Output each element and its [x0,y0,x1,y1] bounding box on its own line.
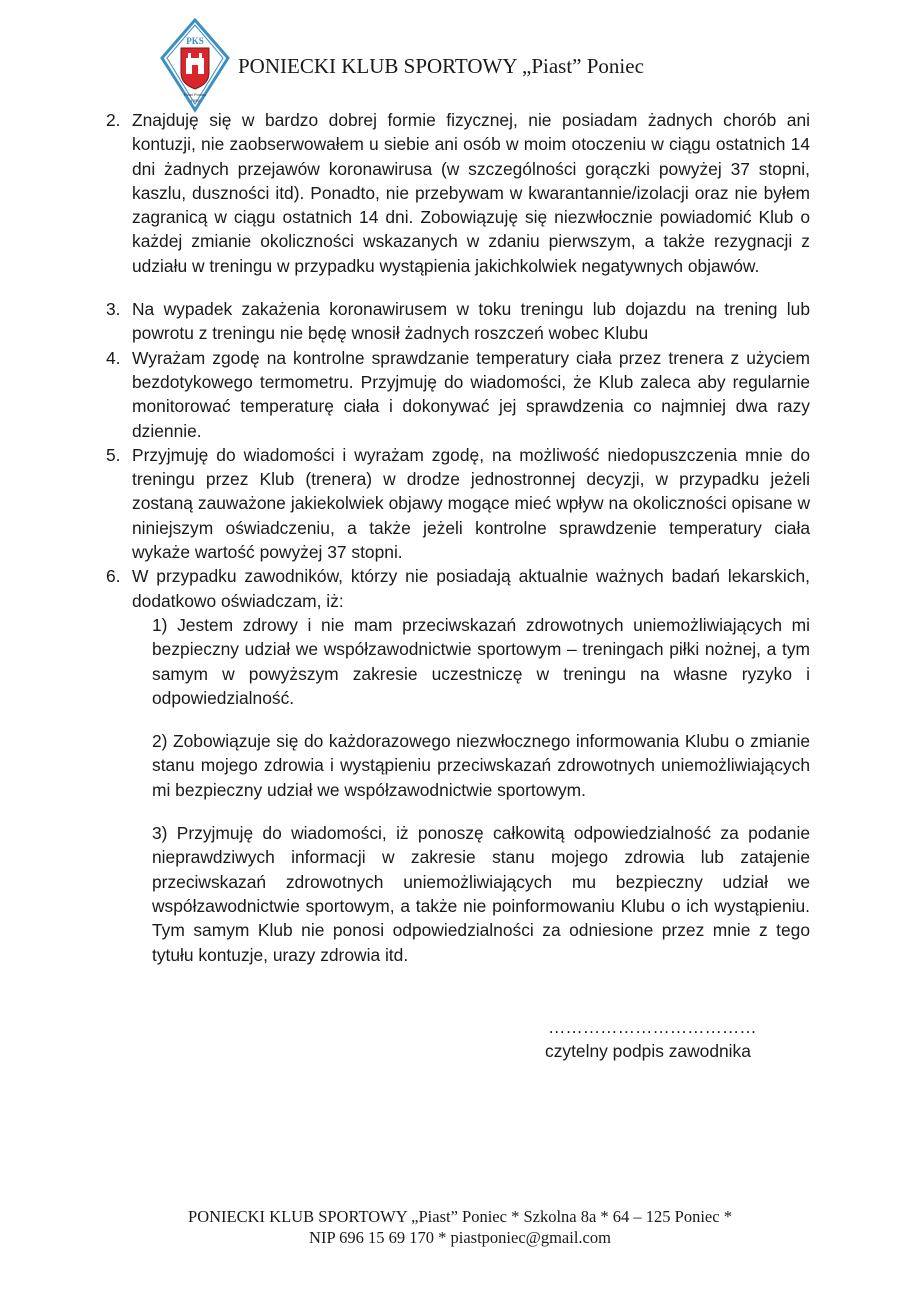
declaration-item-2 [106,108,810,278]
footer-contact: NIP 696 15 69 170 * piastponiec@gmail.com [309,1228,611,1247]
item-text: W przypadku zawodników, którzy nie posiadają aktualnie ważnych badań lekarskich, dodatkowo oświadczam, iż: [132,566,810,611]
declaration-item-4 [106,346,810,443]
declaration-item-6 [106,564,810,966]
item-number: 5. [106,444,121,465]
footer-address: PONIECKI KLUB SPORTOWY „Piast” Poniec * Szkolna 8a * 64 – 125 Poniec * [188,1207,732,1226]
item-text: Znajduję się w bardzo dobrej formie fizycznej, nie posiadam żadnych chorób ani kontuzji, nie zaobserwowałem u siebie ani osób w moim otoczeniu w ciągu ostatnich 14 dni żadnych przejawów koronawirusa (w szczególności gorączki powyżej 37 stopni, kaszlu, duszności itd). Ponadto, nie przebywam w kwarantannie/izolacji oraz nie byłem zagranicą w ciągu ostatnich 14 dni. Zobowiązuję się niezwłocznie powiadomić Klub o każdej zmianie okoliczności wskazanych w zdaniu pierwszym, a także rezygnacji z udziału w treningu w przypadku wystąpienia jakichkolwiek negatywnych objawów. [132,110,810,276]
subitem-1: 1) Jestem zdrowy i nie mam przeciwskazań zdrowotnych uniemożliwiających mi bezpieczny udział we współzawodnictwie sportowym – treningach piłki nożnej, a tym samym w powyższym zakresie uczestniczę w treningu na własne ryzyko i odpowiedzialność. [152,614,810,708]
page-footer [0,1206,920,1248]
subitem-3: 3) Przyjmuję do wiadomości, iż ponoszę całkowitą odpowiedzialność za podanie nieprawdziwych informacji w zakresie stanu mojego zdrowia lub zatajenie przeciwskazań zdrowotnych uniemożliwiających mu bezpieczny udział we współzawodnictwie sportowym, a także nie poinformowaniu Klubu o ich wystąpieniu. Tym samym Klub nie ponosi odpowiedzialności za odniesione przez mnie z tego tytułu kontuzje, urazy zdrowia itd. [152,823,810,965]
item-number: 2. [106,110,121,130]
signature-block [545,1015,757,1063]
declaration-item-5 [106,443,810,564]
logo-year: 1959 [190,98,200,103]
item-text: Na wypadek zakażenia koronawirusem w toku treningu lub dojazdu na trening lub powrotu z treningu nie będę wnosił żadnych roszczeń wobec Klubu [132,299,810,344]
logo-initials: PKS [186,36,204,46]
item-number: 4. [106,347,121,368]
subitem-2: 2) Zobowiązuje się do każdorazowego niezwłocznego informowania Klubu o zmianie stanu mojego zdrowia i wystąpieniu przeciwskazań zdrowotnych uniemożliwiających mi bezpieczny udział we współzawodnictwie sportowym. [152,731,810,800]
declaration-item-3 [106,297,810,346]
club-title: PONIECKI KLUB SPORTOWY „Piast” Poniec [238,54,644,78]
page-header [160,18,880,113]
club-logo-icon [160,18,230,113]
logo-caption: Piast Poniec [183,92,207,97]
item-number: 6. [106,566,121,587]
item-number: 3. [106,299,121,320]
item-text: Przyjmuję do wiadomości i wyrażam zgodę, na możliwość niedopuszczenia mnie do treningu przez Klub (trenera) w drodze jednostronnej decyzji, w przypadku jeżeli zostaną zauważone jakiekolwiek objawy mogące mieć wpływ na okoliczności opisane w niniejszym oświadczeniu, a także jeżeli kontrolne sprawdzenie temperatury ciała wykaże wartość powyżej 37 stopni. [132,444,810,563]
item-text: Wyrażam zgodę na kontrolne sprawdzanie temperatury ciała przez trenera z użyciem bezdotykowego termometru. Przyjmuję do wiadomości, że Klub zaleca aby regularnie monitorować temperaturę ciała i dokonywać jej sprawdzenia co najmniej dwa razy dziennie. [132,347,810,441]
signature-line: ……………………………… [548,1017,757,1037]
declaration-body [106,108,810,967]
signature-label: czytelny podpis zawodnika [545,1041,751,1061]
